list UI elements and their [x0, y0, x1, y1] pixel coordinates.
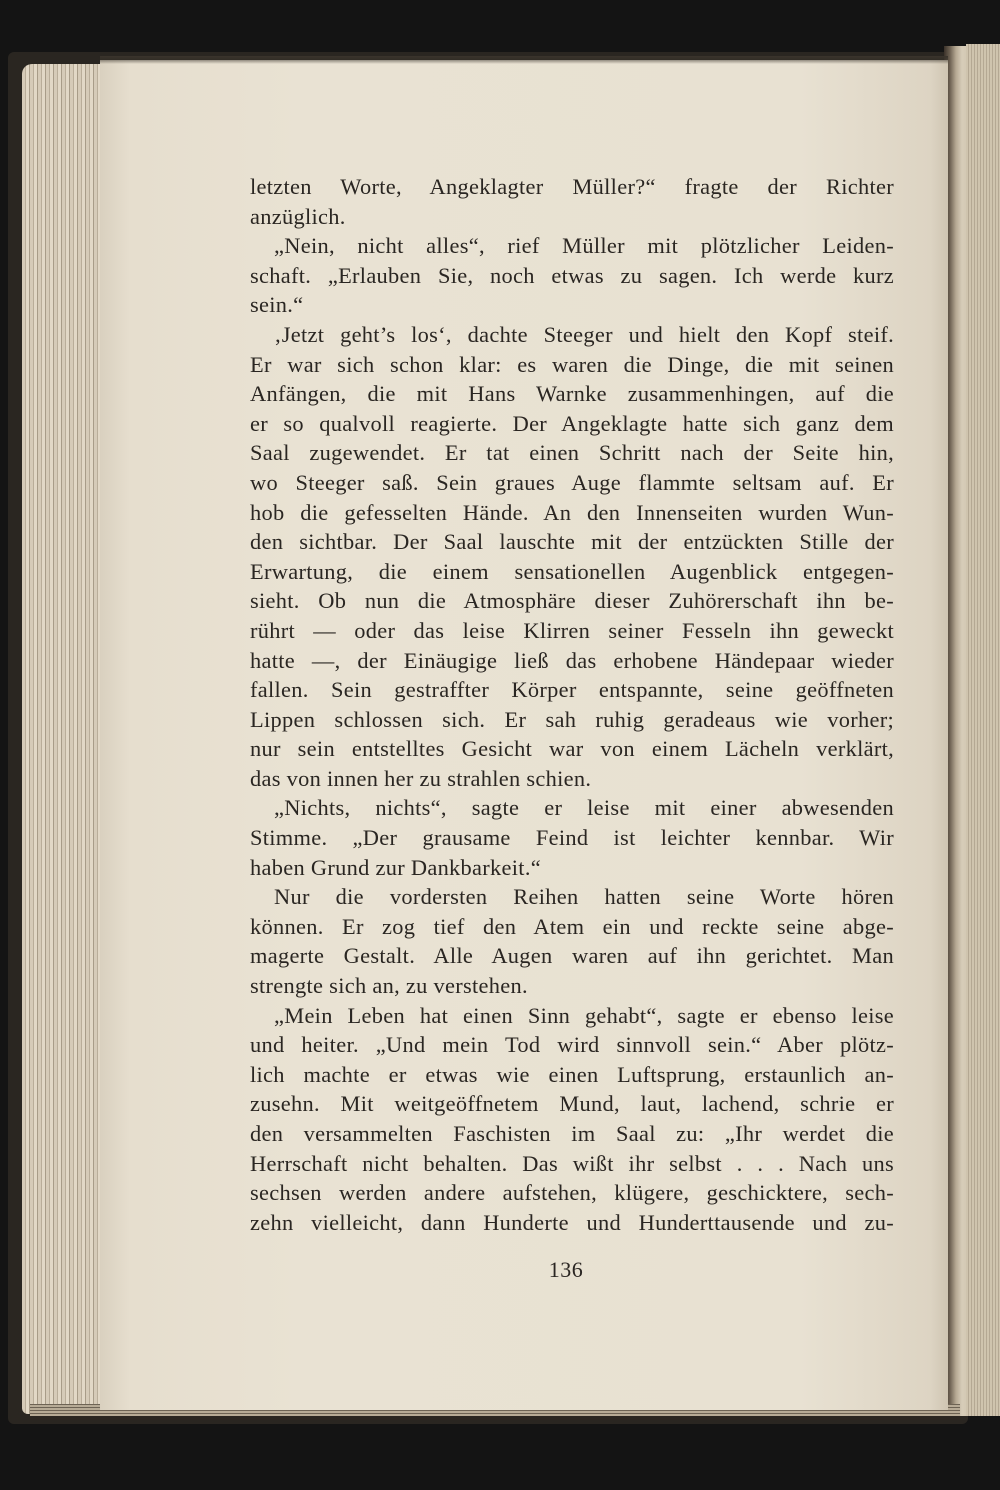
text-line: schaft. „Erlauben Sie, noch etwas zu sagen. Ich werde kurz — [250, 262, 894, 288]
text-line: den sichtbar. Der Saal lauschte mit der entzückten Stille der — [250, 529, 894, 555]
text-line: sieht. Ob nun die Atmosphäre dieser Zuhörerschaft ihn be- — [250, 588, 894, 614]
text-line: rührt — oder das leise Klirren seiner Fesseln ihn geweckt — [250, 617, 894, 643]
text-line: Stimme. „Der grausame Feind ist leichter kennbar. Wir — [250, 825, 894, 851]
text-line: anzüglich. — [250, 203, 346, 229]
text-line: fallen. Sein gestraffter Körper entspannte, seine geöffneten — [250, 677, 894, 703]
right-page-edges — [966, 44, 1000, 1416]
text-line: hatte —, der Einäugige ließ das erhobene Händepaar wieder — [250, 647, 894, 673]
text-line: das von innen her zu strahlen schien. — [250, 765, 592, 791]
text-line: Herrschaft nicht behalten. Das wißt ihr selbst . . . Nach uns — [250, 1150, 894, 1176]
text-line: Nur die vordersten Reihen hatten seine Worte hören — [274, 884, 894, 910]
text-line: zusehn. Mit weitgeöffnetem Mund, laut, lachend, schrie er — [250, 1091, 894, 1117]
text-line: Er war sich schon klar: es waren die Dinge, die mit seinen — [250, 351, 894, 377]
text-line: „Nichts, nichts“, sagte er leise mit einer abwesenden — [274, 795, 894, 821]
text-line: hob die gefesselten Hände. An den Innenseiten wurden Wun- — [250, 499, 894, 525]
body-text — [250, 172, 894, 1237]
text-line: sechsen werden andere aufstehen, klügere, geschicktere, sech- — [250, 1180, 894, 1206]
text-line: Anfängen, die mit Hans Warnke zusammenhingen, auf die — [250, 381, 894, 407]
text-line: Erwartung, die einem sensationellen Augenblick entgegen- — [250, 558, 894, 584]
page-number: 136 — [548, 1257, 584, 1282]
text-line: magerte Gestalt. Alle Augen waren auf ihn gerichtet. Man — [250, 943, 894, 969]
text-line: und heiter. „Und mein Tod wird sinnvoll sein.“ Aber plötz- — [250, 1032, 894, 1058]
text-line: sein.“ — [250, 292, 304, 318]
text-line: „Mein Leben hat einen Sinn gehabt“, sagte er ebenso leise — [274, 1002, 894, 1028]
text-line: Saal zugewendet. Er tat einen Schritt nach der Seite hin, — [250, 440, 894, 466]
text-line: strengte sich an, zu verstehen. — [250, 973, 528, 999]
text-line: können. Er zog tief den Atem ein und reckte seine abge- — [250, 913, 894, 939]
text-line: „Nein, nicht alles“, rief Müller mit plötzlicher Leiden- — [274, 233, 894, 259]
text-line: er so qualvoll reagierte. Der Angeklagte hatte sich ganz dem — [250, 410, 894, 436]
text-line: Lippen schlossen sich. Er sah ruhig geradeaus wie vorher; — [250, 706, 894, 732]
text-line: haben Grund zur Dankbarkeit.“ — [250, 854, 541, 880]
text-line: den versammelten Faschisten im Saal zu: „Ihr werdet die — [250, 1121, 894, 1146]
text-line: letzten Worte, Angeklagter Müller?“ fragte der Richter — [250, 174, 894, 199]
text-line: nur sein entstelltes Gesicht war von einem Lächeln verklärt, — [250, 736, 894, 762]
text-line: ‚Jetzt geht’s los‘, dachte Steeger und hielt den Kopf steif. — [274, 321, 894, 347]
text-line: lich machte er etwas wie einen Luftsprung, erstaunlich an- — [250, 1061, 894, 1087]
text-line: zehn vielleicht, dann Hunderte und Hunderttausende und zu- — [250, 1209, 894, 1235]
text-line: wo Steeger saß. Sein graues Auge flammte seltsam auf. Er — [250, 469, 894, 495]
page-top-shadow — [100, 56, 948, 64]
